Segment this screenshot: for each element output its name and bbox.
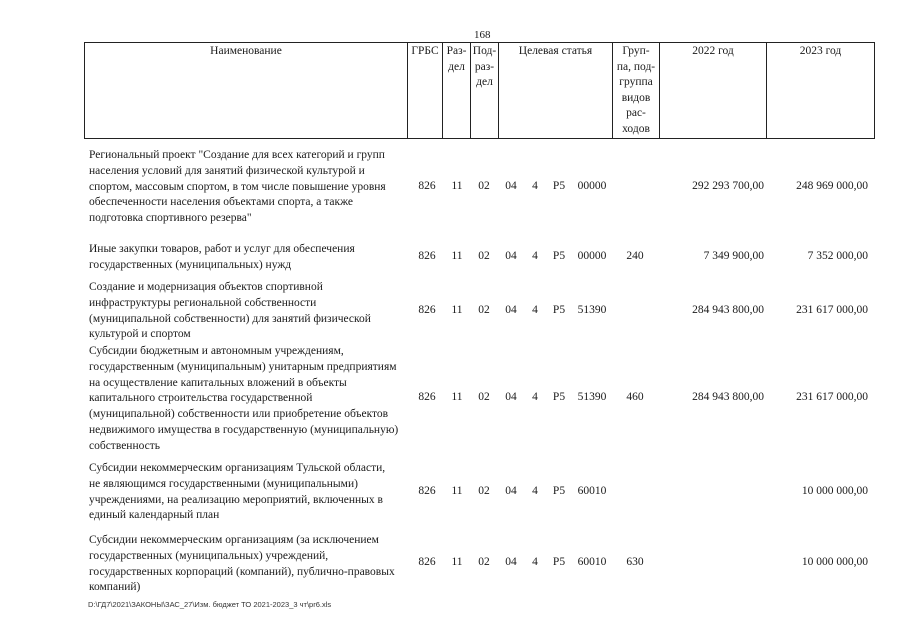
header-podrazdel: Под- раз- дел: [472, 45, 497, 88]
row-target-direction: 60010: [577, 485, 607, 497]
row-grbs: 826: [418, 556, 436, 568]
row-razdel: 11: [451, 556, 463, 568]
row-target-project: P5: [552, 250, 566, 262]
row-grbs: 826: [418, 304, 436, 316]
row-target-project: P5: [552, 485, 566, 497]
row-expense-group: 240: [626, 250, 644, 262]
row-podrazdel: 02: [478, 485, 490, 497]
header-grbs: ГРБС: [411, 45, 439, 57]
row-target-program: 04: [505, 304, 517, 316]
header-name: Наименование: [210, 45, 282, 57]
column-divider: [874, 42, 875, 138]
row-name: Субсидии некоммерческим организациям (за исключением государственных (муниципальных) учреждений, государственных корпораций (компаний), публично-правовых компаний): [89, 534, 395, 594]
row-podrazdel: 02: [478, 391, 490, 403]
row-amount-2023: 7 352 000,00: [807, 250, 868, 262]
row-target-direction: 51390: [577, 304, 607, 316]
row-target-project: P5: [552, 304, 566, 316]
row-amount-2023: 231 617 000,00: [796, 304, 868, 316]
row-amount-2023: 231 617 000,00: [796, 391, 868, 403]
row-razdel: 11: [451, 304, 463, 316]
row-grbs: 826: [418, 485, 436, 497]
row-target-type: 4: [532, 556, 538, 568]
row-expense-group: 460: [626, 391, 644, 403]
row-razdel: 11: [451, 250, 463, 262]
row-amount-2023: 10 000 000,00: [801, 485, 868, 497]
row-name: Региональный проект "Создание для всех категорий и групп населения условий для занятий физической культурой и спортом, массовым спортом, в том числе повышение уровня обеспеченности населения объектами спорта, а также подготовка спортивного резерва": [89, 149, 386, 225]
row-amount-2022: 7 349 900,00: [703, 250, 764, 262]
row-target-direction: 51390: [577, 391, 607, 403]
row-podrazdel: 02: [478, 556, 490, 568]
row-amount-2022: 284 943 800,00: [692, 391, 764, 403]
row-target-type: 4: [532, 304, 538, 316]
row-grbs: 826: [418, 391, 436, 403]
row-name: Создание и модернизация объектов спортивной инфраструктуры региональной собственности (муниципальной собственности) для занятий физической культурой и спортом: [89, 281, 371, 341]
row-grbs: 826: [418, 180, 436, 192]
row-name: Субсидии бюджетным и автономным учреждениям, государственным (муниципальным) унитарным предприятиям на осуществление капитальных вложений в объекты капитального строительства государственной (муниципальной) собственности или приобретение объектов недвижимого имущества в государственную (муниципальную) собственность: [89, 345, 399, 452]
row-target-program: 04: [505, 391, 517, 403]
row-target-program: 04: [505, 556, 517, 568]
row-target-type: 4: [532, 391, 538, 403]
row-target-type: 4: [532, 250, 538, 262]
row-target-project: P5: [552, 180, 566, 192]
header-target-article: Целевая статья: [518, 45, 593, 57]
row-razdel: 11: [451, 180, 463, 192]
header-bottom-rule: [84, 138, 875, 139]
row-amount-2022: 284 943 800,00: [692, 304, 764, 316]
header-year-2023: 2023 год: [799, 45, 842, 57]
row-amount-2023: 248 969 000,00: [796, 180, 868, 192]
header-year-2022: 2022 год: [692, 45, 734, 57]
row-razdel: 11: [451, 485, 463, 497]
row-podrazdel: 02: [478, 180, 490, 192]
row-podrazdel: 02: [478, 250, 490, 262]
header-top-rule: [84, 42, 875, 43]
row-amount-2022: 292 293 700,00: [692, 180, 764, 192]
row-target-program: 04: [505, 485, 517, 497]
row-amount-2023: 10 000 000,00: [801, 556, 868, 568]
row-target-program: 04: [505, 180, 517, 192]
row-name: Субсидии некоммерческим организациям Тульской области, не являющимся государственными (муниципальными) учреждениями, на реализацию мероприятий, включенных в единый календарный план: [89, 462, 386, 522]
row-target-direction: 60010: [577, 556, 607, 568]
row-target-program: 04: [505, 250, 517, 262]
file-path-footer: D:\ГД7\2021\ЗАКОНЫ\ЗАС_27\Изм. бюджет ТО 2021-2023_3 чт\pr6.xls: [88, 600, 332, 609]
row-grbs: 826: [418, 250, 436, 262]
row-target-project: P5: [552, 556, 566, 568]
row-target-type: 4: [532, 180, 538, 192]
header-expense-group: Груп- па, под- группа видов рас- ходов: [616, 45, 656, 135]
row-razdel: 11: [451, 391, 463, 403]
row-podrazdel: 02: [478, 304, 490, 316]
header-razdel: Раз- дел: [446, 45, 467, 73]
page-number: 168: [474, 29, 491, 41]
row-expense-group: 630: [626, 556, 644, 568]
row-target-type: 4: [532, 485, 538, 497]
row-target-direction: 00000: [577, 180, 607, 192]
row-name: Иные закупки товаров, работ и услуг для обеспечения государственных (муниципальных) нужд: [89, 243, 355, 271]
row-target-direction: 00000: [577, 250, 607, 262]
row-target-project: P5: [552, 391, 566, 403]
